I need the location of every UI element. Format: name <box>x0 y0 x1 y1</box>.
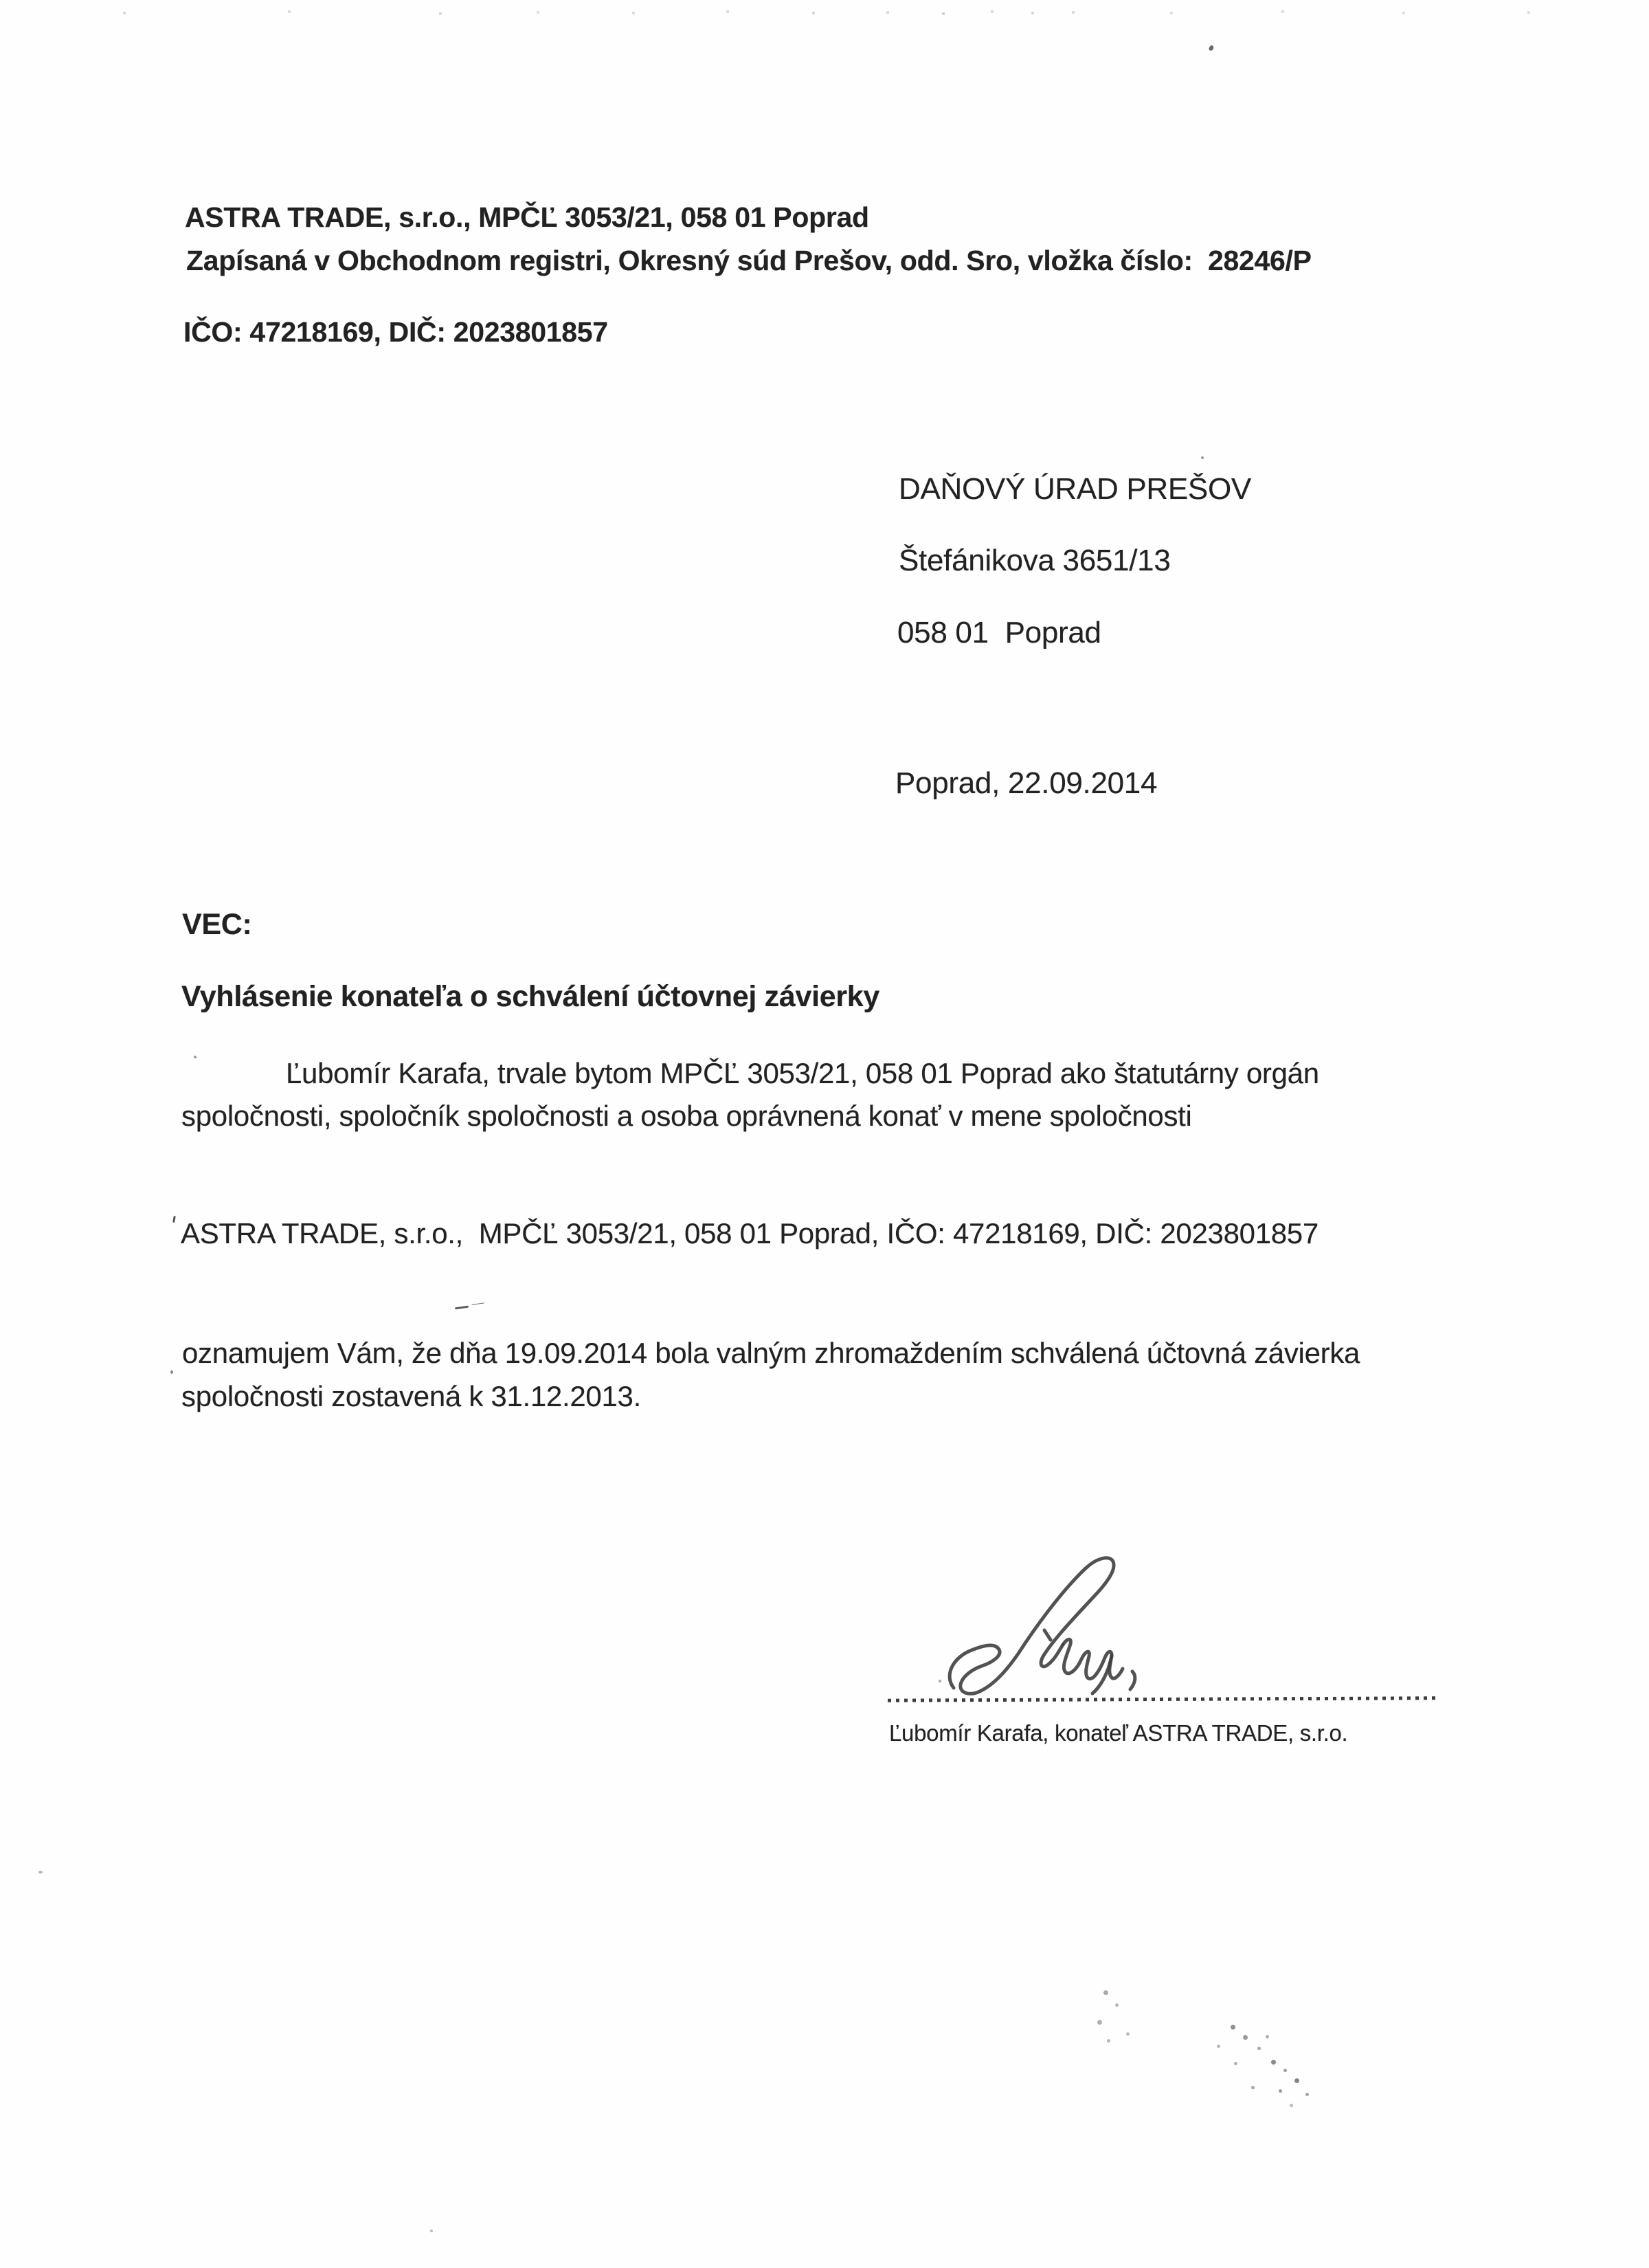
scan-artifact-apostrophe <box>172 1216 176 1223</box>
body-paragraph3-line2: spoločnosti zostavená k 31.12.2013. <box>181 1380 641 1412</box>
scan-speck <box>194 1056 197 1058</box>
scan-speck <box>1208 45 1215 52</box>
recipient-street: Štefánikova 3651/13 <box>899 544 1171 577</box>
scan-artifact-tilde <box>455 1306 469 1310</box>
scan-speck <box>170 1370 173 1374</box>
signature-caption: Ľubomír Karafa, konateľ ASTRA TRADE, s.r.o. <box>889 1720 1348 1746</box>
body-paragraph1-line1: Ľubomír Karafa, trvale bytom MPČĽ 3053/21, 058 01 Poprad ako štatutárny orgán <box>286 1057 1319 1089</box>
body-paragraph1-line2: spoločnosti, spoločník spoločnosti a osoba oprávnená konať v mene spoločnosti <box>181 1100 1192 1132</box>
date-line: Poprad, 22.09.2014 <box>895 766 1158 800</box>
sender-line-1: ASTRA TRADE, s.r.o., MPČĽ 3053/21, 058 01 Poprad <box>185 201 869 233</box>
body-company-line: ASTRA TRADE, s.r.o., MPČĽ 3053/21, 058 01 Poprad, IČO: 47218169, DIČ: 2023801857 <box>181 1217 1319 1249</box>
recipient-city: 058 01 Poprad <box>897 616 1101 649</box>
scan-speck <box>430 2230 433 2232</box>
scan-speck <box>939 1680 941 1682</box>
subject-title: Vyhlásenie konateľa o schválení účtovnej závierky <box>181 980 880 1013</box>
scan-speck <box>1201 456 1204 459</box>
subject-label: VEC: <box>182 908 252 941</box>
sender-line-2: Zapísaná v Obchodnom registri, Okresný súd Prešov, odd. Sro, vložka číslo: 28246/P <box>186 245 1312 276</box>
handwritten-signature <box>943 1553 1149 1708</box>
recipient-name: DAŇOVÝ ÚRAD PREŠOV <box>899 472 1251 506</box>
scan-noise-bottom-right <box>0 0 2 2</box>
sender-registration-ids: IČO: 47218169, DIČ: 2023801857 <box>183 316 608 348</box>
body-paragraph3-line1: oznamujem Vám, že dňa 19.09.2014 bola valným zhromaždením schválená účtovná závierka <box>182 1337 1360 1369</box>
scan-speck <box>38 1871 43 1874</box>
